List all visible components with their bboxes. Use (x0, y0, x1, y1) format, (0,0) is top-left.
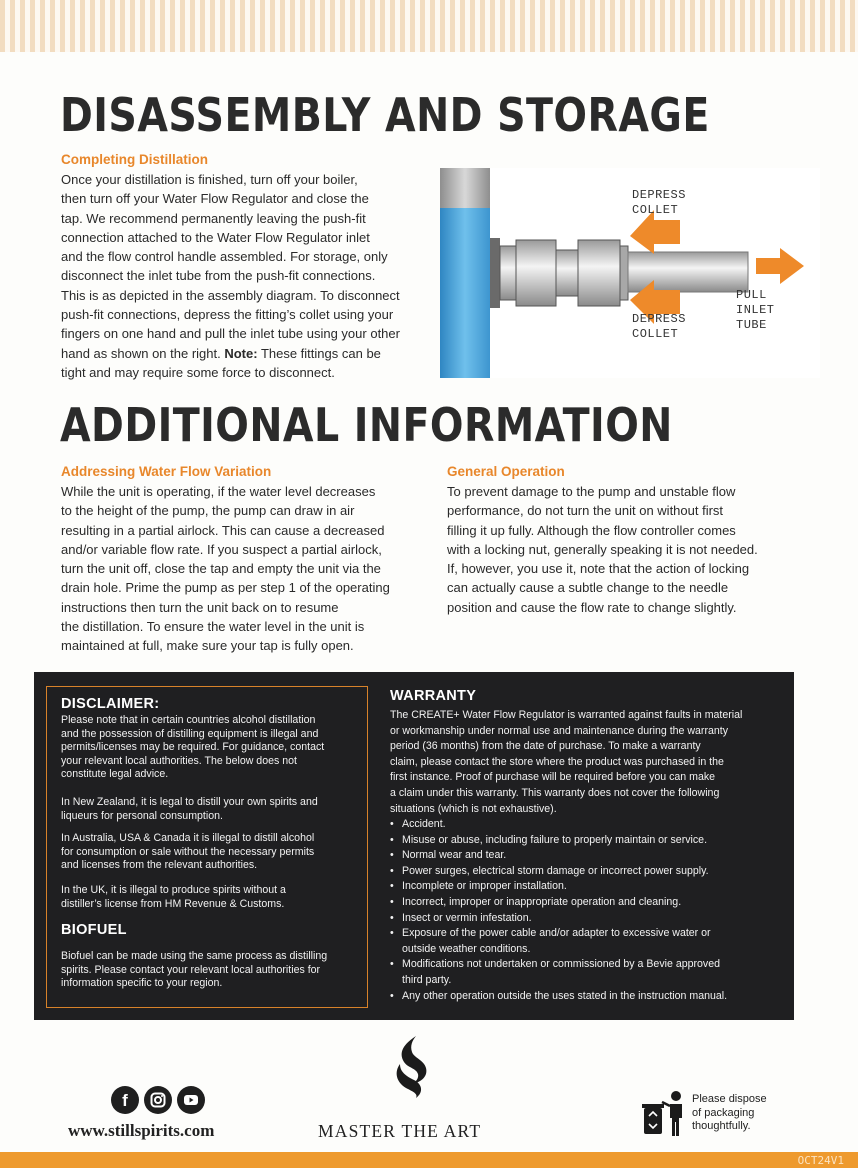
still-spirits-logo-icon (386, 1034, 440, 1098)
dispose-packaging-text: Please dispose of packaging thoughtfully. (692, 1093, 767, 1133)
disassembly-paragraph: Once your distillation is finished, turn off your boiler, then turn off your Water Flow Regulator and close the tap. We recommend permanently leaving the push-fit connection attached to the Water Flow Regulator inlet and the flow control handle assembled. For storage, only disconnect the inlet tube from the push-fit connections. This is as depicted in the assembly diagram. To disconnect push-fit connections, depress the fitting’s collet using your fingers on one hand and pull the inlet tube using your other hand as shown on the right. Note: These fittings can be tight and may require some force to disconnect. (61, 172, 400, 380)
disassembly-heading: DISASSEMBLY AND STORAGE (60, 88, 710, 142)
disclaimer-title: DISCLAIMER: (61, 696, 160, 712)
document-version-code: OCT24V1 (797, 1154, 844, 1167)
list-item: • Accident. (390, 817, 786, 833)
list-item: • Power surges, electrical storm damage or incorrect power supply. (390, 864, 786, 880)
svg-text:f: f (122, 1091, 128, 1110)
dispose-packaging-icon (642, 1090, 686, 1140)
push-fit-disconnect-diagram (440, 168, 820, 378)
bottom-stripe-border (0, 1152, 858, 1168)
note-label: Note: (224, 345, 258, 361)
disclaimer-paragraph-nz: In New Zealand, it is legal to distill your own spirits and liqueurs for personal consumption. (61, 796, 318, 822)
list-item: • Misuse or abuse, including failure to properly maintain or service. (390, 833, 786, 849)
facebook-icon[interactable] (111, 1086, 139, 1114)
pull-inlet-tube-label: PULL INLET TUBE (736, 288, 775, 332)
top-stripe-border (0, 0, 858, 52)
youtube-icon[interactable] (177, 1086, 205, 1114)
fitting-illustration (440, 168, 820, 378)
general-operation-subheading: General Operation (447, 464, 565, 479)
completing-distillation-subheading: Completing Distillation (61, 152, 208, 167)
warranty-exclusions-list (390, 817, 786, 1004)
list-item: • Normal wear and tear. (390, 848, 786, 864)
warranty-title: WARRANTY (390, 688, 477, 704)
list-item: • Any other operation outside the uses stated in the instruction manual. (390, 989, 786, 1005)
biofuel-title: BIOFUEL (61, 922, 127, 938)
list-item: • Incorrect, improper or inappropriate operation and cleaning. (390, 895, 786, 911)
additional-information-heading: ADDITIONAL INFORMATION (60, 398, 673, 452)
disclaimer-paragraph-1: Please note that in certain countries alcohol distillation and the possession of distilling equipment is illegal and permits/licenses may be required. For guidance, contact your relevant local authorities. The below does not constitute legal advice. (61, 714, 325, 781)
list-item: • Modifications not undertaken or commissioned by a Bevie approved third party. (390, 957, 786, 988)
disclaimer-paragraph-au-us-ca: In Australia, USA & Canada it is illegal to distill alcohol for consumption or sale without the necessary permits and licenses from the relevant authorities. (61, 832, 315, 872)
tagline: MASTER THE ART (318, 1121, 482, 1141)
flow-variation-subheading: Addressing Water Flow Variation (61, 464, 272, 479)
biofuel-paragraph: Biofuel can be made using the same process as distilling spirits. Please contact your relevant local authorities for information specific to your region. (61, 950, 328, 990)
flow-variation-paragraph: While the unit is operating, if the water level decreases to the height of the pump, the pump can draw in air resulting in a partial airlock. This can cause a decreased and/or variable flow rate. If you suspect a partial airlock, turn the unit off, close the tap and empty the unit via the drain hole. Prime the pump as per step 1 of the operating instructions then turn the unit back on to resume the distillation. To ensure the water level in the unit is maintained at full, make sure your tap is fully open. (61, 484, 390, 654)
depress-collet-bottom-label: DEPRESS COLLET (632, 312, 686, 341)
disclaimer-paragraph-uk: In the UK, it is illegal to produce spirits without a distiller’s license from HM Revenue & Customs. (61, 884, 286, 910)
list-item: • Incomplete or improper installation. (390, 879, 786, 895)
general-operation-paragraph: To prevent damage to the pump and unstable flow performance, do not turn the unit on without first filling it up fully. Although the flow controller comes with a locking nut, generally speaking it is not needed. If, however, you use it, note that the action of locking can actually cause a subtle change to the needle position and cause the flow rate to change slightly. (447, 484, 758, 615)
website-link[interactable]: www.stillspirits.com (68, 1121, 215, 1140)
disclaimer-warranty-box (34, 672, 794, 1020)
depress-collet-top-label: DEPRESS COLLET (632, 188, 686, 217)
list-item: • Exposure of the power cable and/or adapter to excessive water or outside weather conditions. (390, 926, 786, 957)
warranty-paragraph: The CREATE+ Water Flow Regulator is warranted against faults in material or workmanship under normal use and maintenance during the warranty period (36 months) from the date of purchase. To make a warranty claim, please contact the store where the product was purchased in the first instance. Proof of purchase will be required before you can make a claim under this warranty. This warranty does not cover the following situations (which is not exhaustive). (390, 709, 743, 815)
list-item: • Insect or vermin infestation. (390, 911, 786, 927)
instagram-icon[interactable] (144, 1086, 172, 1114)
